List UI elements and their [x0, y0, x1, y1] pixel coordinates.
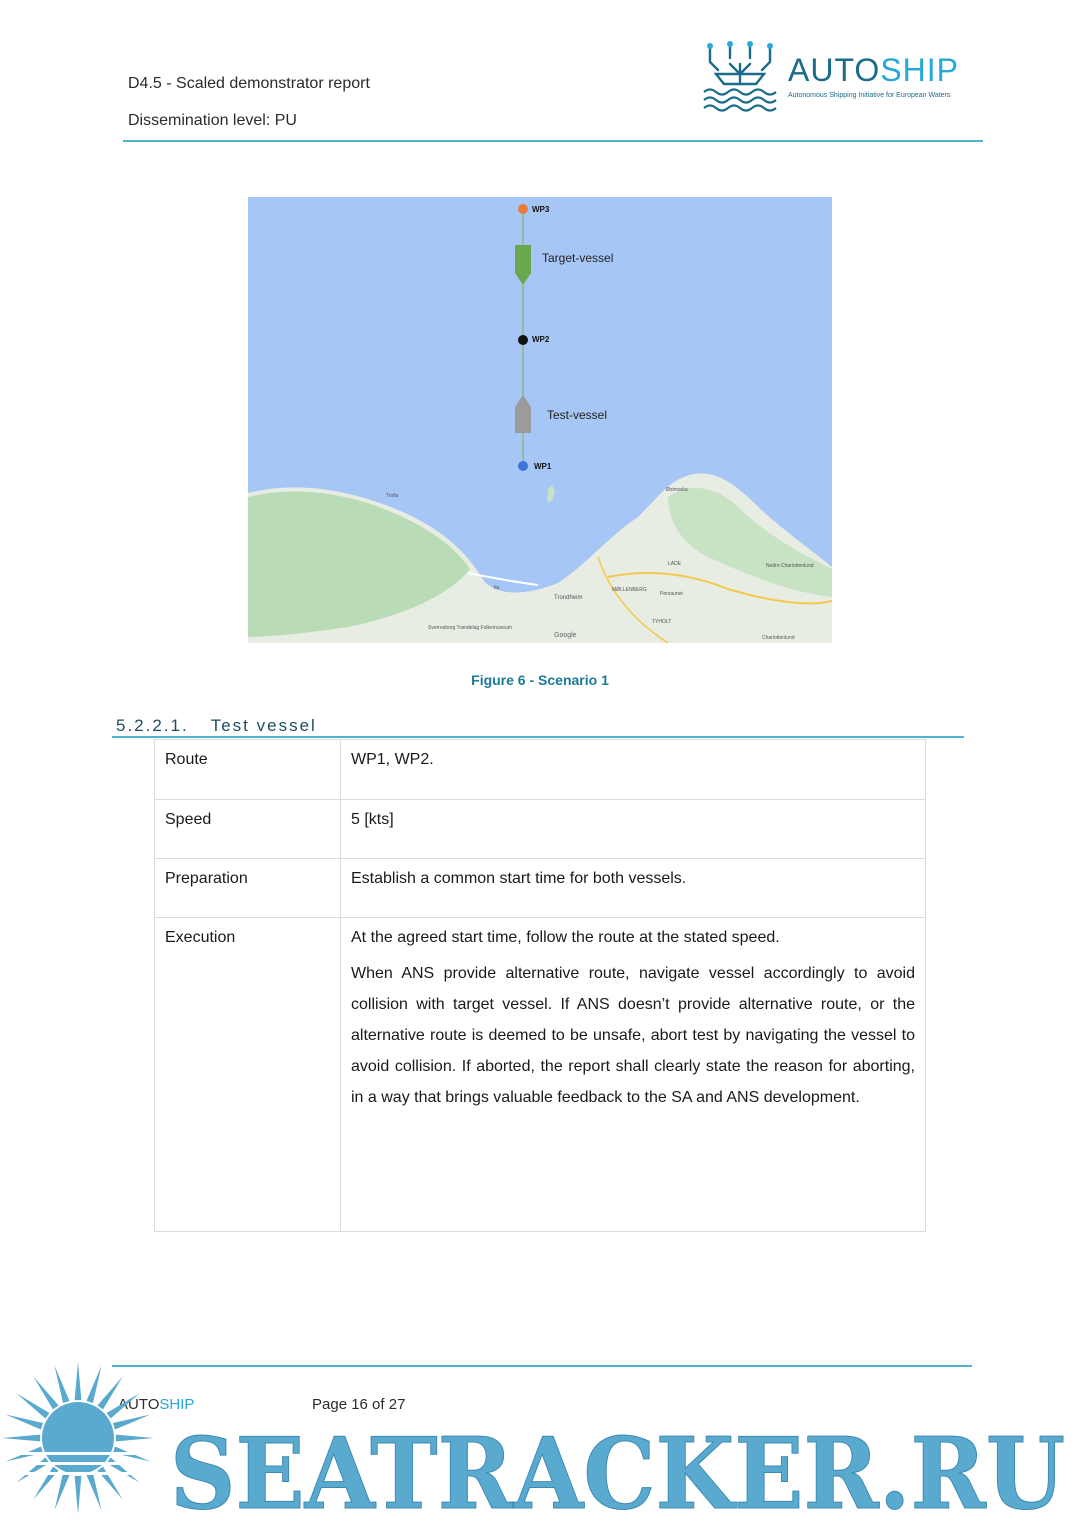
sun-ray [75, 1476, 82, 1514]
sun-ray [116, 1435, 154, 1442]
sun-icon [2, 1362, 154, 1514]
place-label: Trolla [386, 493, 399, 499]
test-vessel-table [154, 739, 926, 1232]
wp3-label: WP3 [532, 205, 550, 214]
section-number: 5.2.2.1. [116, 716, 189, 735]
sun-ray [17, 1393, 50, 1418]
row-key: Preparation [155, 859, 341, 918]
watermark-text: SEATRACKER.RU [170, 1417, 1065, 1527]
table-row [155, 800, 926, 859]
dissemination-level: Dissemination level: PU [128, 112, 297, 129]
footer-brand: AUTOSHIP [118, 1396, 195, 1413]
logo-tagline: Autonomous Shipping Initiative for European Waters [788, 92, 951, 99]
page-number: Page 16 of 27 [312, 1396, 406, 1413]
row-key: Execution [155, 918, 341, 1232]
row-value [341, 918, 926, 1232]
sun-ray [33, 1467, 58, 1500]
table-row [155, 740, 926, 800]
row-value: 5 [kts] [341, 800, 926, 859]
wp1-label: WP1 [534, 462, 552, 471]
sun-ray [33, 1377, 58, 1410]
logo-wordmark: AUTOSHIP [788, 52, 959, 88]
place-label: Charlottenlund [762, 635, 795, 641]
sun-ray [113, 1415, 150, 1430]
target-vessel-label: Target-vessel [542, 251, 614, 265]
map-attribution: Google [554, 632, 577, 639]
place-label: Ila [494, 585, 500, 591]
place-label: LADE [668, 561, 682, 567]
place-label: Østmarka [666, 487, 688, 493]
row-value: WP1, WP2. [341, 740, 926, 800]
test-vessel-label: Test-vessel [547, 408, 608, 422]
sun-ray [97, 1467, 122, 1500]
wp3-marker [518, 204, 528, 214]
ship-logo-icon [700, 40, 780, 112]
row-value: Establish a common start time for both vessels. [341, 859, 926, 918]
header-divider [123, 140, 983, 142]
sun-ray [55, 1473, 70, 1510]
section-heading [116, 716, 317, 736]
table-row [155, 918, 926, 1232]
wp2-label: WP2 [532, 335, 550, 344]
sun-ray [86, 1366, 101, 1403]
sun-ray [86, 1473, 101, 1510]
section-title: Test vessel [210, 716, 317, 735]
document-title: D4.5 - Scaled demonstrator report [128, 75, 370, 92]
sun-ray [2, 1435, 40, 1442]
wp1-marker [518, 461, 528, 471]
scenario-map [248, 197, 832, 643]
place-label: Nedre Charlottenlund [766, 563, 814, 569]
figure-caption: Figure 6 - Scenario 1 [471, 672, 609, 688]
sun-ray [107, 1457, 140, 1482]
section-underline [112, 736, 964, 738]
execution-line-1: At the agreed start time, follow the route at the stated speed. [351, 929, 780, 946]
autoship-logo [700, 40, 960, 112]
wp2-marker [518, 335, 528, 345]
sun-ray [55, 1366, 70, 1403]
place-label: Trondheim [554, 595, 583, 601]
execution-paragraph: When ANS provide alternative route, navigate vessel accordingly to avoid collision with target vessel. If ANS doesn’t provide alternative route, or the alternative route is deemed to be unsafe, abort test by navigating the vessel to avoid collision. If aborted, the report shall clearly state the reason for aborting, in a way that brings valuable feedback to the SA and ANS development. [351, 965, 915, 1106]
table-row [155, 859, 926, 918]
place-label: TYHOLT [652, 619, 672, 625]
sun-ray [75, 1362, 82, 1400]
place-label: Persaunet [660, 591, 683, 597]
place-label: MØLLENBERG [612, 587, 647, 593]
watermark [0, 1360, 1080, 1527]
sun-ray [6, 1415, 43, 1430]
sun-ray [97, 1377, 122, 1410]
row-key: Speed [155, 800, 341, 859]
sun-ray [107, 1393, 140, 1418]
place-label: Sverresborg Trøndelag Folkemuseum [428, 625, 512, 631]
sun-ray [17, 1457, 50, 1482]
row-key: Route [155, 740, 341, 800]
